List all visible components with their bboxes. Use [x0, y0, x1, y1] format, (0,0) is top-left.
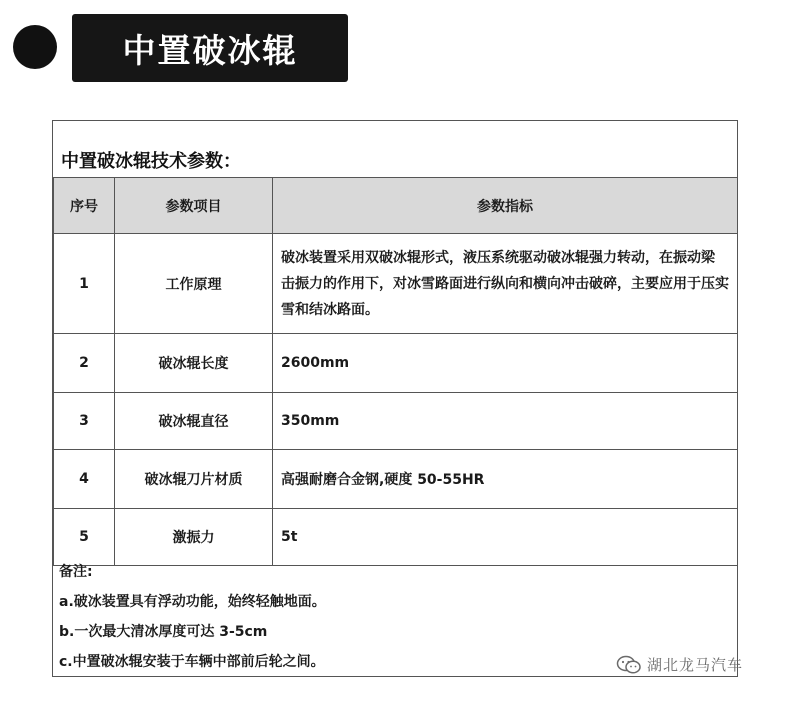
wechat-icon [616, 655, 642, 675]
table-header-row [54, 178, 738, 234]
column-header-no: 序号 [54, 178, 115, 234]
row-item: 破冰辊刀片材质 [115, 450, 273, 509]
table-row [54, 334, 738, 393]
row-no: 3 [54, 393, 115, 450]
row-value: 5t [273, 509, 738, 566]
note-item: a.破冰装置具有浮动功能，始终轻触地面。 [59, 594, 326, 610]
row-value: 2600mm [273, 334, 738, 393]
table-row [54, 234, 738, 334]
row-no: 2 [54, 334, 115, 393]
row-no: 4 [54, 450, 115, 509]
row-value: 350mm [273, 393, 738, 450]
spec-caption: 中置破冰辊技术参数： [61, 151, 241, 172]
note-item: c.中置破冰辊安装于车辆中部前后轮之间。 [59, 654, 325, 670]
row-value: 高强耐磨合金钢,硬度 50-55HR [273, 450, 738, 509]
notes-label: 备注: [59, 564, 93, 580]
note-item: b.一次最大清冰厚度可达 3-5cm [59, 624, 268, 640]
row-item: 工作原理 [115, 234, 273, 334]
title-banner [72, 14, 348, 82]
table-row [54, 393, 738, 450]
column-header-value: 参数指标 [273, 178, 738, 234]
row-item: 破冰辊长度 [115, 334, 273, 393]
table-row [54, 450, 738, 509]
notes-section [59, 557, 326, 677]
row-item: 激振力 [115, 509, 273, 566]
spec-table [53, 177, 738, 566]
page-title: 中置破冰辊 [122, 30, 298, 70]
spec-sheet [52, 120, 738, 677]
row-value: 破冰装置采用双破冰辊形式，液压系统驱动破冰辊强力转动，在振动梁 击振力的作用下，对冰雪路面进行纵向和横向冲击破碎，主要应用于压实雪和结冰路面。 [273, 234, 738, 334]
row-item: 破冰辊直径 [115, 393, 273, 450]
row-no: 5 [54, 509, 115, 566]
watermark [616, 654, 743, 675]
row-no: 1 [54, 234, 115, 334]
bullet-dot [13, 25, 57, 69]
watermark-text: 湖北龙马汽车 [647, 656, 744, 674]
column-header-item: 参数项目 [115, 178, 273, 234]
